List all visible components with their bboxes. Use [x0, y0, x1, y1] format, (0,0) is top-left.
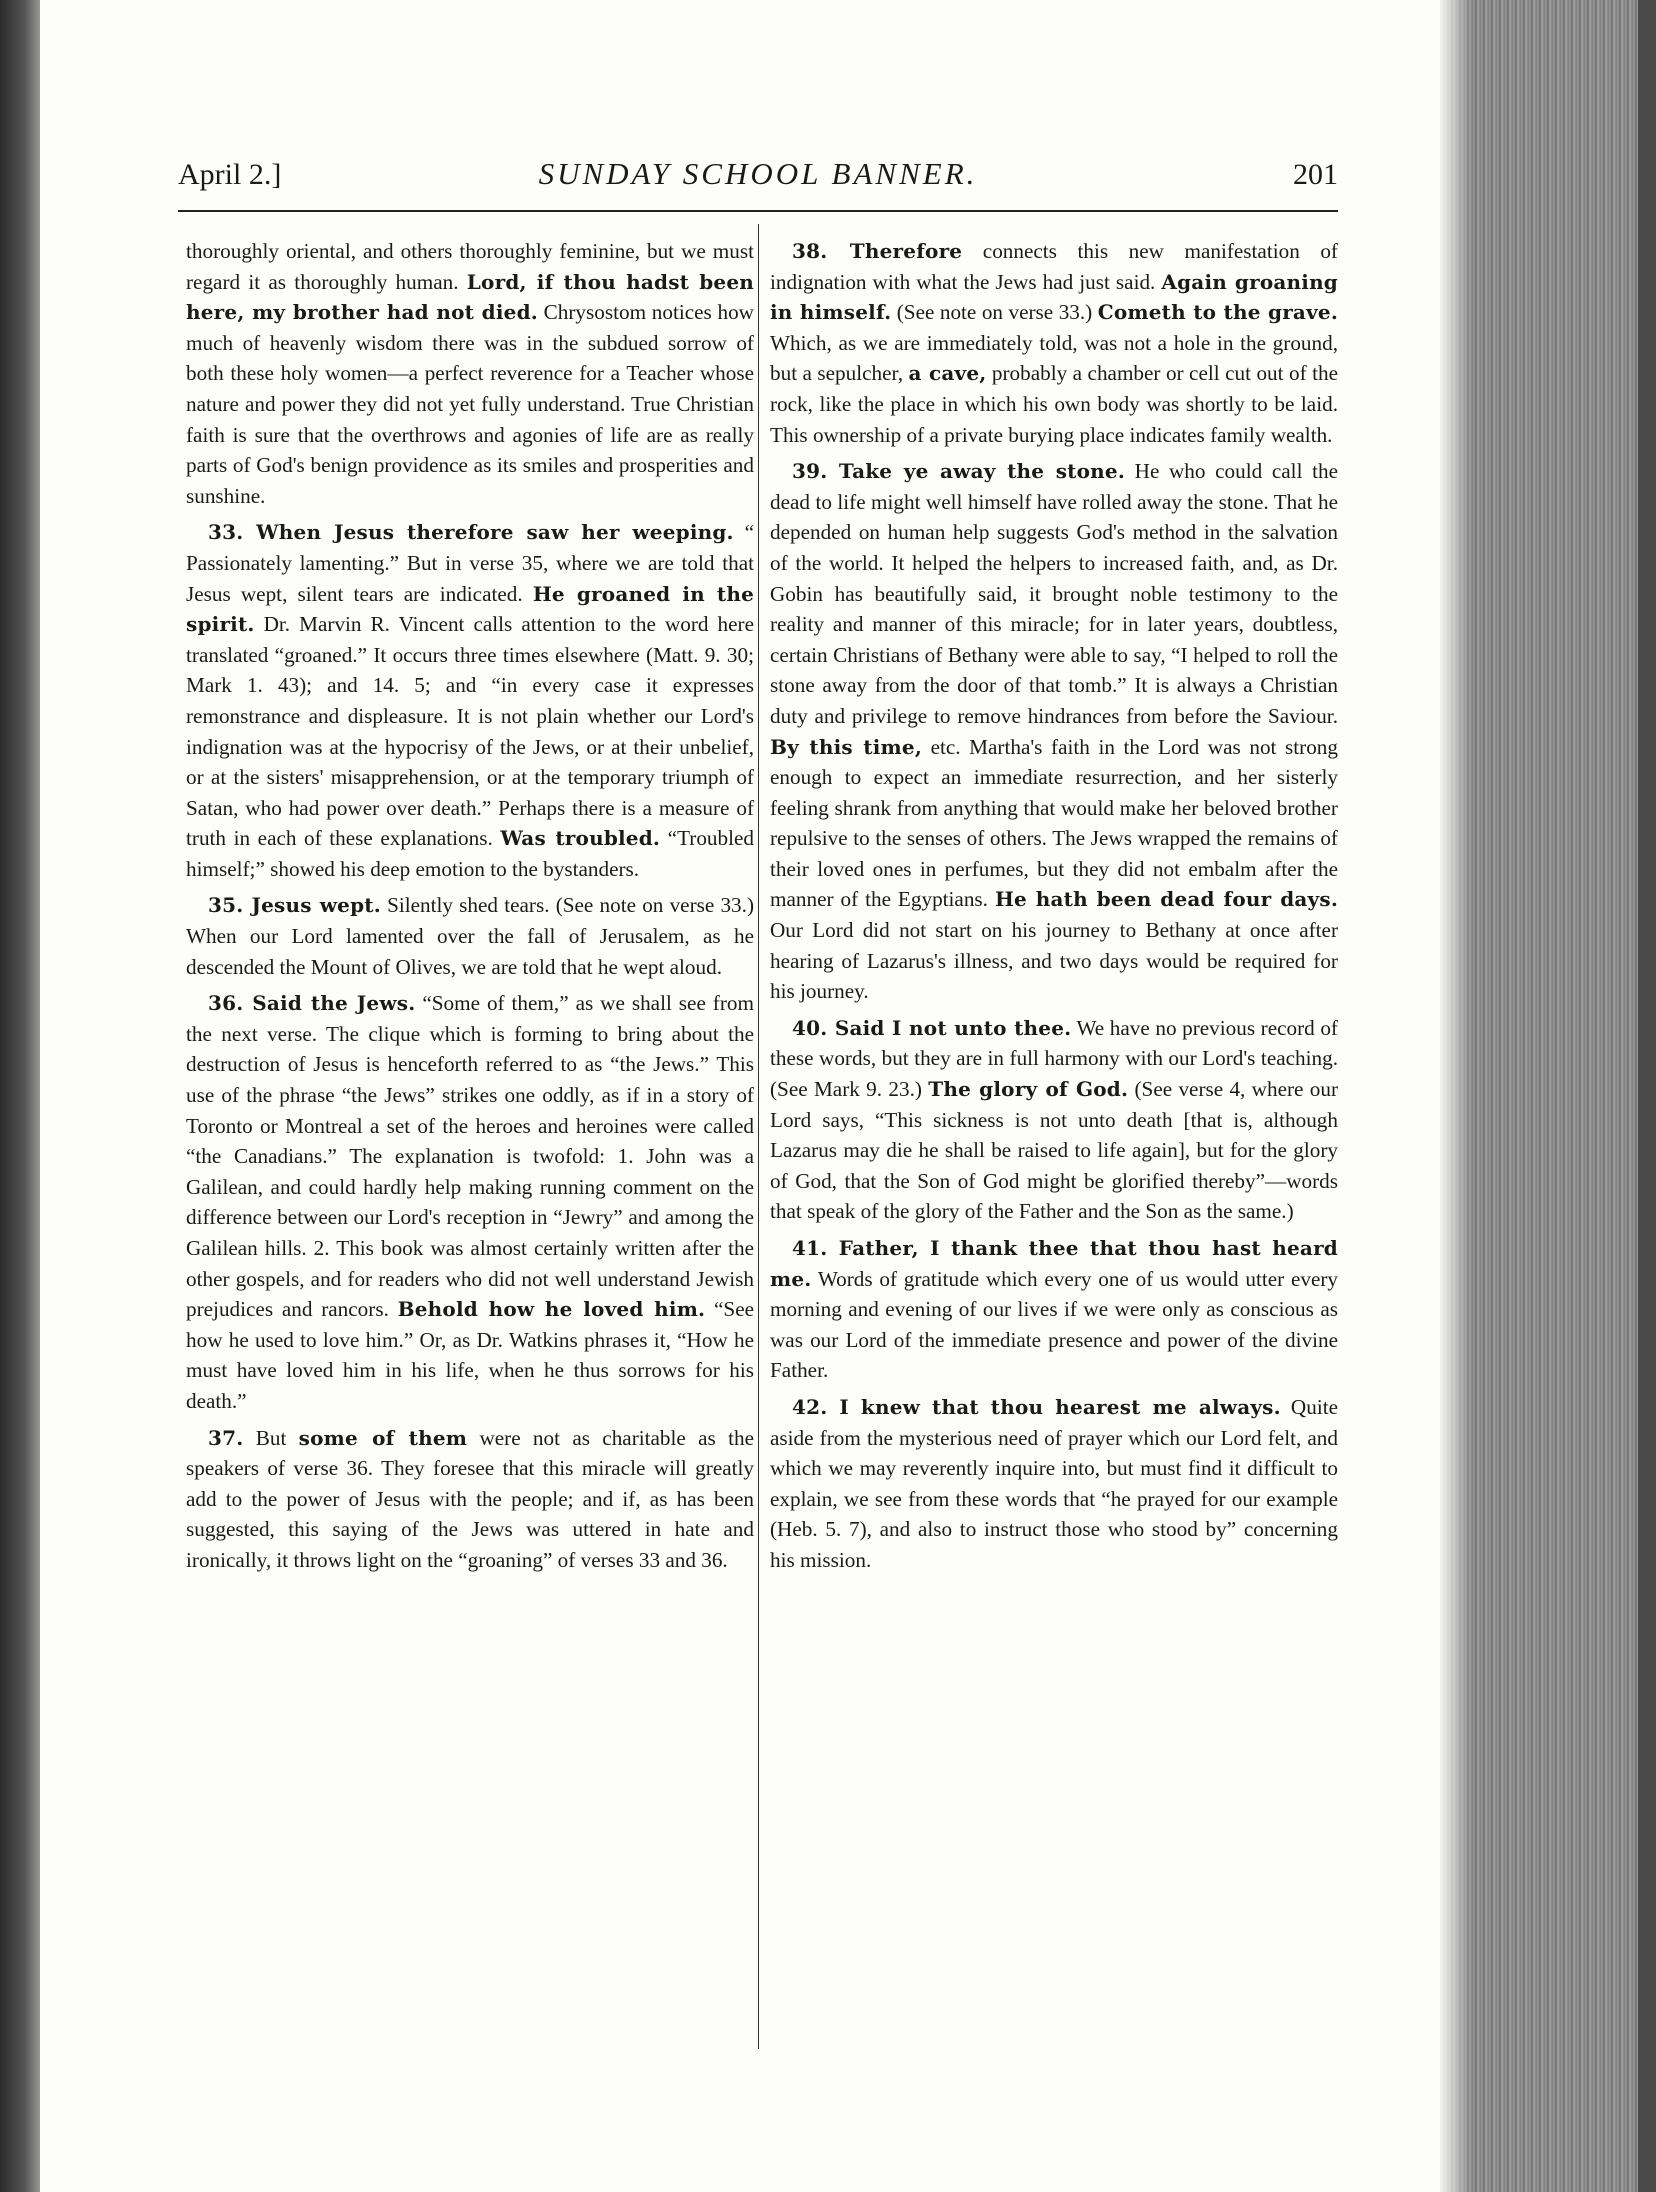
- text-run: Silently shed tears. (See note on verse 33.) When our Lord lamented over the fall of Jerusalem, as he descended the Mount of Olives, we are told that he wept aloud.: [186, 893, 754, 979]
- bold-phrase: Lord, if thou hadst been here, my brother had not died.: [186, 269, 754, 325]
- bold-phrase: 41. Father, I thank thee that thou hast heard me.: [770, 1236, 1338, 1291]
- paragraph-verse-36: [186, 988, 754, 1416]
- paragraph-cont-32: [186, 236, 754, 511]
- paragraph-verse-38: [770, 236, 1338, 450]
- header-rule: [178, 210, 1338, 212]
- header-date: April 2.]: [178, 158, 282, 191]
- text-run: thoroughly oriental, and others thoroughly feminine, but we must regard it as thoroughly human.: [186, 239, 754, 294]
- paragraph-verse-40: [770, 1013, 1338, 1227]
- text-run: connects this new manifestation of indignation with what the Jews had just said.: [770, 239, 1338, 294]
- bold-phrase: He hath been dead four days.: [994, 887, 1338, 912]
- page-number: 201: [1293, 158, 1338, 191]
- text-run: (See note on verse 33.): [891, 300, 1098, 325]
- bold-phrase: 33. When Jesus therefore saw her weeping.: [208, 520, 734, 545]
- paragraph-verse-37: [186, 1423, 754, 1576]
- bold-phrase: 38. Therefore: [792, 239, 963, 263]
- text-run: etc. Martha's faith in the Lord was not strong enough to expect an immediate resurrection, and her sisterly feeling shrank from anything that would make her beloved brother repulsive to the senses of others. The Jews wrapped the remains of their loved ones in perfumes, but they did not embalm after the manner of the Egyptians.: [770, 734, 1338, 912]
- text-run: “ Passionately lamenting.” But in verse 35, where we are told that Jesus wept, silent tears are indicated.: [186, 520, 755, 606]
- paragraph-verse-41: [770, 1233, 1338, 1386]
- bold-phrase: Was troubled.: [500, 826, 661, 851]
- text-run: Dr. Marvin R. Vincent calls attention to the word here translated “groaned.” It occurs three times elsewhere (Matt. 9. 30; Mark 1. 43); and 14. 5; and “in every case it expresses remonstrance and displeasure. It is not plain whether our Lord's indignation was at the hypocrisy of the Jews, or at their unbelief, or at the sisters' misapprehension, or at the temporary triumph of Satan, who had power over death.” Perhaps there is a measure of truth in each of these explanations.: [186, 612, 754, 851]
- text-run: were not as charitable as the speakers of verse 36. They foresee that this miracle will greatly add to the power of Jesus with the people; and if, as has been suggested, this saying of the Jews was uttered in hate and ironically, it throws light on the “groaning” of verses 33 and 36.: [186, 1425, 754, 1572]
- paragraph-verse-35: [186, 890, 754, 982]
- text-run: “See how he used to love him.” Or, as Dr. Watkins phrases it, “How he must have loved him in his life, when he thus sorrows for his death.”: [186, 1297, 755, 1413]
- page-stack-edges: [1440, 0, 1656, 2192]
- bold-phrase: 37.: [208, 1425, 244, 1450]
- bold-phrase: 39. Take ye away the stone.: [792, 459, 1125, 484]
- publication-title: SUNDAY SCHOOL BANNER.: [538, 156, 978, 191]
- bold-phrase: 35. Jesus wept.: [208, 893, 381, 918]
- text-run: probably a chamber or cell cut out of the rock, like the place in which his own body was shortly to be laid. This ownership of a private burying place indicates family wealth.: [770, 361, 1338, 447]
- column-divider: [758, 224, 759, 2049]
- left-column: [186, 236, 754, 1576]
- text-run: (See verse 4, where our Lord says, “This sickness is not unto death [that is, although Lazarus may die he shall be raised to life again], but for the glory of God, that the Son of God might be glorified thereby”—words that speak of the glory of the Father and the Son as the same.): [770, 1077, 1338, 1224]
- text-run: “Some of them,” as we shall see from the next verse. The clique which is forming to bring about the destruction of Jesus is henceforth referred to as “the Jews.” This use of the phrase “the Jews” strikes one oddly, as if in a story of Toronto or Montreal a set of the heroes and heroines were called “the Canadians.” The explanation is twofold: 1. John was a Galilean, and could hardly help making running comment on the difference between our Lord's reception in “Jewry” and among the Galilean hills. 2. This book was almost certainly written after the other gospels, and for readers who did not well understand Jewish prejudices and rancors.: [186, 991, 754, 1322]
- bold-phrase: some of them: [298, 1425, 468, 1450]
- bold-phrase: 40. Said I not unto thee.: [792, 1015, 1072, 1040]
- bold-phrase: By this time,: [770, 734, 922, 759]
- bold-phrase: The glory of God.: [928, 1077, 1129, 1102]
- text-run: Which, as we are immediately told, was not a hole in the ground, but a sepulcher,: [770, 330, 1338, 386]
- paragraph-verse-39: [770, 456, 1338, 1007]
- bold-phrase: 42. I knew that thou hearest me always.: [792, 1394, 1281, 1419]
- bold-phrase: Again groaning in himself.: [770, 269, 1338, 325]
- text-run: Words of gratitude which every one of us would utter every morning and evening of our lives if we were only as conscious as was our Lord of the immediate presence and power of the divine Father.: [770, 1266, 1338, 1383]
- text-run: “Troubled himself;” showed his deep emotion to the bystanders.: [186, 826, 754, 881]
- bold-phrase: Behold how he loved him.: [397, 1297, 706, 1322]
- text-run: He who could call the dead to life might well himself have rolled away the stone. That he depended on human help suggests God's method in the salvation of the world. It helped the helpers to increased faith, and, as Dr. Gobin has beautifully said, it brought noble testimony to the reality and manner of this miracle; for in later years, doubtless, certain Christians of Bethany were able to say, “I helped to roll the stone away from the door of that tomb.” It is always a Christian duty and privilege to remove hindrances from before the Saviour.: [770, 459, 1338, 728]
- text-run: Our Lord did not start on his journey to Bethany at once after hearing of Lazarus's illness, and two days would be required for his journey.: [770, 918, 1338, 1004]
- text-run: Chrysostom notices how much of heavenly wisdom there was in the subdued sorrow of both these holy women—a perfect reverence for a Teacher whose nature and power they did not yet fully understand. True Christian faith is sure that the overthrows and agonies of life are as really parts of God's benign providence as its smiles and prosperities and sunshine.: [186, 300, 754, 508]
- text-run: Quite aside from the mysterious need of prayer which our Lord felt, and which we may reverently inquire into, but must find it difficult to explain, we see from these words that “he prayed for our example (Heb. 5. 7), and also to instruct those who stood by” concerning his mission.: [770, 1394, 1338, 1572]
- paragraph-verse-42: [770, 1392, 1338, 1576]
- running-head: [178, 150, 1338, 202]
- bold-phrase: a cave,: [908, 361, 987, 386]
- bold-phrase: 36. Said the Jews.: [208, 991, 416, 1016]
- paragraph-verse-33: [186, 517, 754, 884]
- bold-phrase: Cometh to the grave.: [1097, 300, 1338, 325]
- text-run: But: [243, 1425, 299, 1450]
- right-column: [770, 236, 1338, 1576]
- text-run: We have no previous record of these words, but they are in full harmony with our Lord's teaching. (See Mark 9. 23.): [770, 1015, 1338, 1102]
- bold-phrase: He groaned in the spirit.: [186, 581, 755, 637]
